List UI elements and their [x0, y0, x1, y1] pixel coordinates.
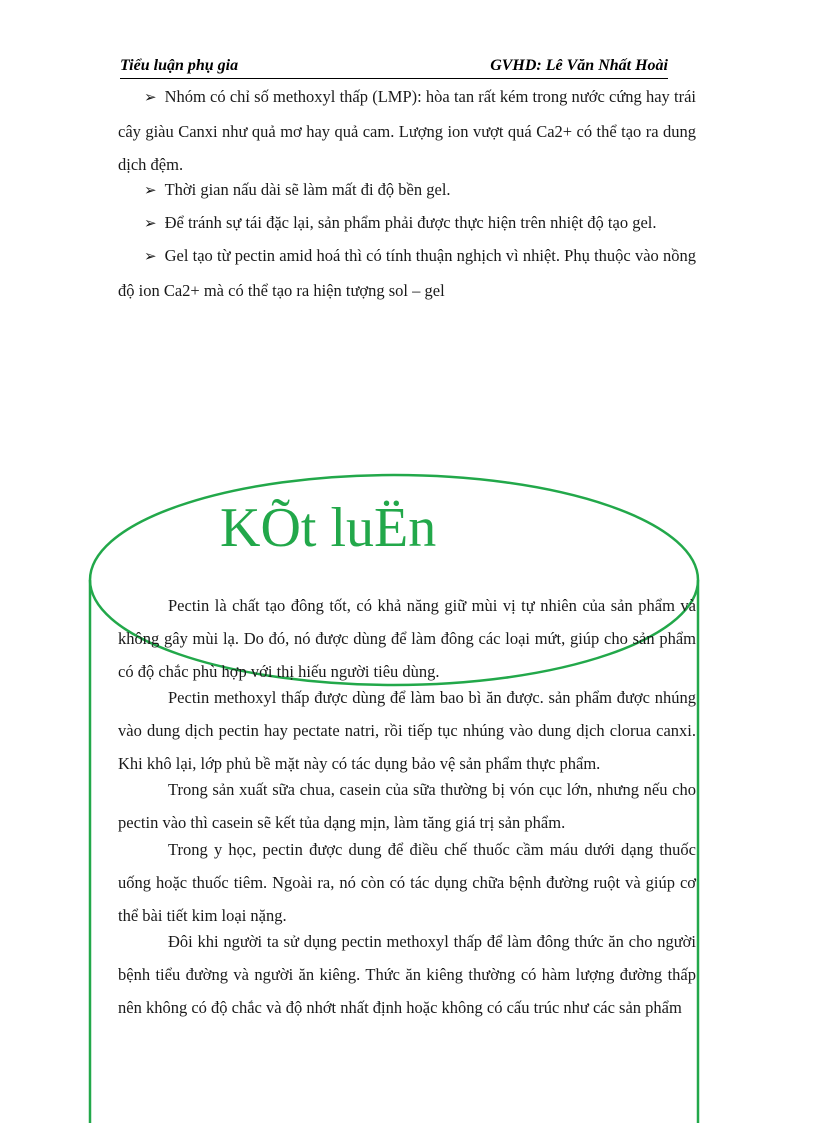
page-header — [120, 54, 668, 79]
header-left-title: Tiểu luận phụ gia — [120, 57, 239, 74]
arrow-bullet-icon: ➢ — [144, 216, 157, 232]
arrow-bullet-icon: ➢ — [144, 90, 157, 106]
body-paragraph: Đôi khi người ta sử dụng pectin methoxyl thấp để làm đông thức ăn cho người bệnh tiểu đường và người ăn kiêng. Thức ăn kiêng thường có hàm lượng đường thấp nên không có độ chắc và độ nhớt nhất định hoặc không có cấu trúc như các sản phẩm — [118, 932, 696, 1017]
bullet-item — [118, 80, 696, 181]
bullet-item — [118, 173, 696, 208]
section-title: KÕt luËn — [220, 497, 437, 559]
header-right-advisor: GVHD: Lê Văn Nhất Hoài — [490, 57, 668, 74]
bullet-text: Gel tạo từ pectin amid hoá thì có tính thuận nghịch vì nhiệt. Phụ thuộc vào nồng độ ion Ca2+ mà có thể tạo ra hiện tượng sol – gel — [118, 246, 696, 300]
body-paragraph: Pectin là chất tạo đông tốt, có khả năng giữ mùi vị tự nhiên của sản phẩm và không gây mùi lạ. Do đó, nó được dùng để làm đông các loại mứt, giúp cho sản phẩm có độ chắc phù hợp với thị hiếu người tiêu dùng. — [118, 596, 696, 681]
body-paragraph: Pectin methoxyl thấp được dùng để làm bao bì ăn được. sản phẩm được nhúng vào dung dịch pectin hay pectate natri, rồi tiếp tục nhúng vào dung dịch clorua canxi. Khi khô lại, lớp phủ bề mặt này có tác dụng bảo vệ sản phẩm thực phẩm. — [118, 688, 696, 773]
bullet-item — [118, 239, 696, 307]
body-paragraph: Trong y học, pectin được dung để điều chế thuốc cầm máu dưới dạng thuốc uống hoặc thuốc tiêm. Ngoài ra, nó còn có tác dụng chữa bệnh đường ruột và giúp cơ thể bài tiết kim loại nặng. — [118, 840, 696, 925]
bullet-text: Để tránh sự tái đặc lại, sản phẩm phải được thực hiện trên nhiệt độ tạo gel. — [164, 213, 657, 232]
bullet-text: Thời gian nấu dài sẽ làm mất đi độ bền gel. — [164, 180, 451, 199]
bullet-item — [118, 206, 696, 241]
arrow-bullet-icon: ➢ — [144, 249, 157, 265]
body-paragraph: Trong sản xuất sữa chua, casein của sữa thường bị vón cục lớn, nhưng nếu cho pectin vào thì casein sẽ kết tủa dạng mịn, làm tăng giá trị sản phẩm. — [118, 780, 696, 832]
bullet-text: Nhóm có chỉ số methoxyl thấp (LMP): hòa tan rất kém trong nước cứng hay trái cây giàu Canxi như quả mơ hay quả cam. Lượng ion vượt quá Ca2+ có thể tạo ra dung dịch đệm. — [118, 87, 696, 174]
arrow-bullet-icon: ➢ — [144, 183, 157, 199]
